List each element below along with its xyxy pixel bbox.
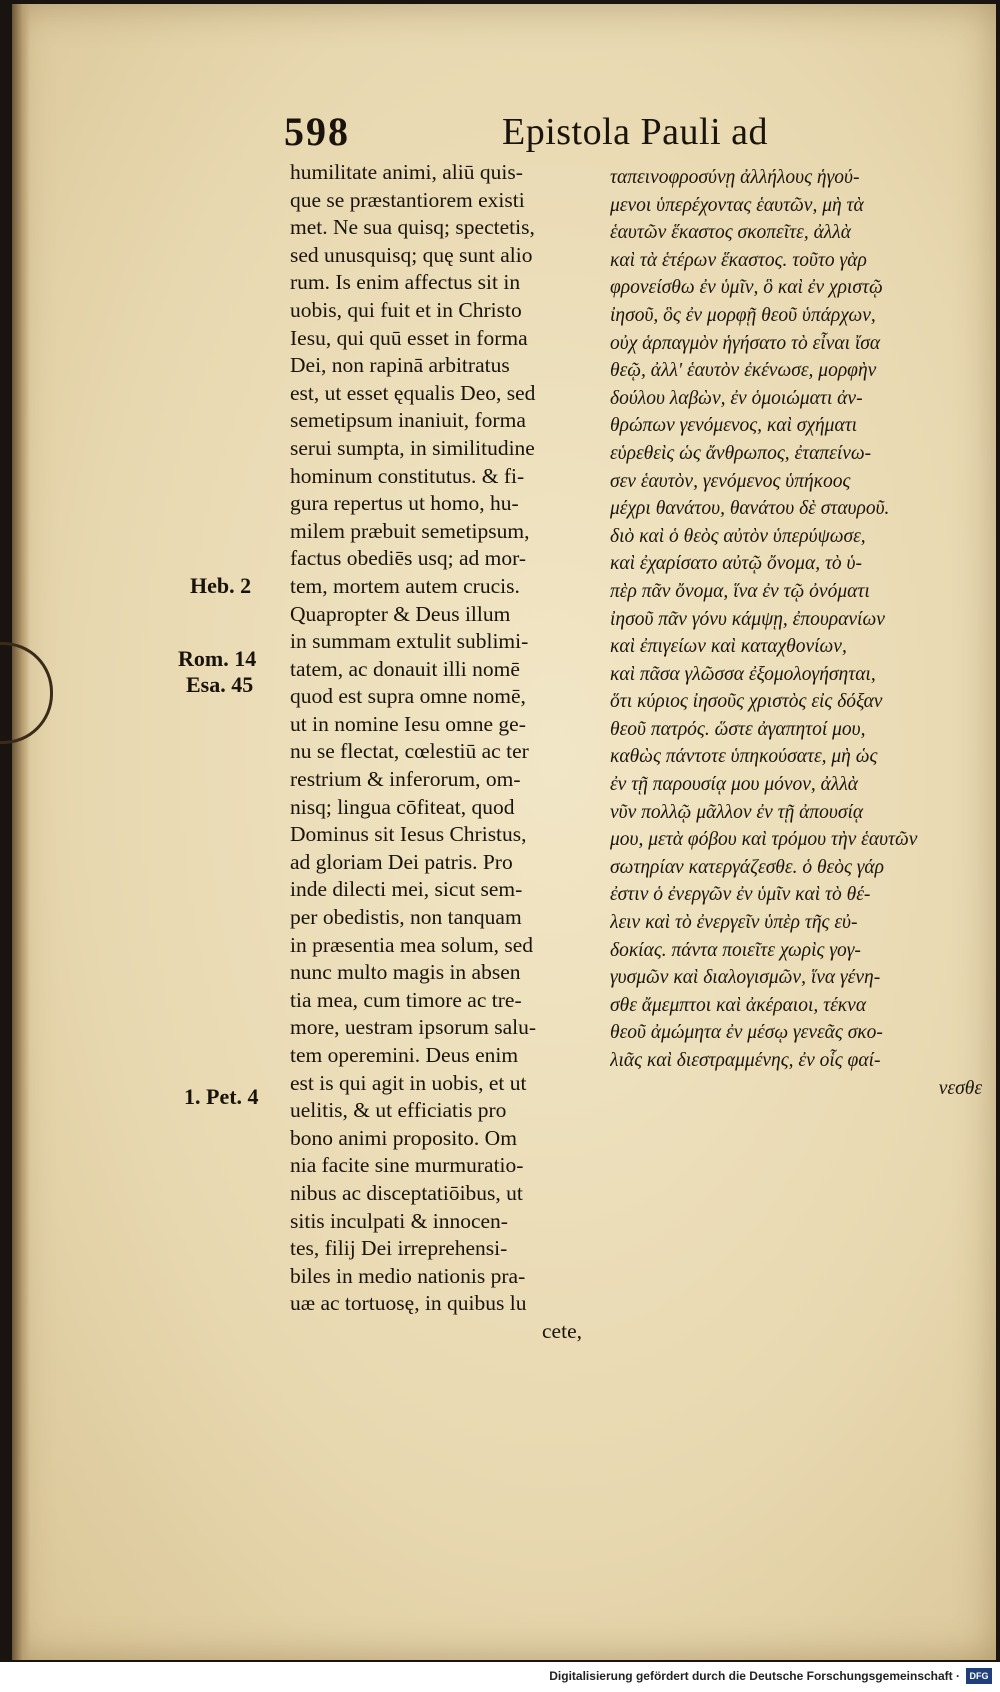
latin-line: milem præbuit semetipsum,	[290, 518, 530, 543]
latin-line: semetipsum inaniuit, forma	[290, 408, 526, 433]
greek-line: ἰησοῦ, ὃς ἐν μορφῇ θεοῦ ὑπάρχων,	[610, 304, 876, 326]
latin-line: biles in medio nationis pra-	[290, 1263, 526, 1288]
latin-line: tem operemini. Deus enim	[290, 1043, 519, 1067]
greek-line: οὐχ ἁρπαγμὸν ἡγήσατο τὸ εἶναι ἴσα	[610, 332, 881, 354]
greek-line: νῦν πολλῷ μᾶλλον ἐν τῇ ἀπουσίᾳ	[610, 801, 864, 823]
greek-line: σθε ἄμεμπτοι καὶ ἀκέραιοι, τέκνα	[610, 994, 867, 1016]
page-number: 598	[284, 109, 350, 154]
latin-line: Dominus sit Iesus Christus,	[290, 822, 527, 847]
greek-line: καὶ πᾶσα γλῶσσα ἐξομολογήσηται,	[610, 663, 876, 685]
latin-line: rum. Is enim affectus sit in	[290, 270, 521, 295]
margin-note-heb: Heb. 2	[190, 573, 252, 598]
greek-line: γυσμῶν καὶ διαλογισμῶν, ἵνα γένη-	[610, 967, 881, 989]
clasp-ring	[0, 642, 53, 744]
latin-line: uæ ac tortuosę, in quibus lu	[290, 1291, 527, 1316]
greek-line: ἐστιν ὁ ἐνεργῶν ἐν ὑμῖν καὶ τὸ θέ-	[610, 884, 871, 906]
latin-line: tia mea, cum timore ac tre-	[290, 987, 522, 1012]
greek-line: καὶ ἐπιγείων καὶ καταχθονίων,	[610, 636, 847, 658]
footer-bar	[0, 1662, 1000, 1692]
latin-line: nunc multo magis in absen	[290, 960, 521, 985]
greek-line: ἰησοῦ πᾶν γόνυ κάμψῃ, ἐπουρανίων	[610, 608, 885, 630]
greek-line: θεοῦ πατρός. ὥστε ἀγαπητοί μου,	[610, 718, 866, 740]
latin-line: Quapropter & Deus illum	[290, 601, 511, 626]
greek-line: θεῷ, ἀλλ' ἑαυτὸν ἐκένωσε, μορφὴν	[610, 360, 877, 382]
greek-line: ὅτι κύριος ἰησοῦς χριστὸς εἰς δόξαν	[610, 691, 883, 713]
latin-line: bono animi proposito. Om	[290, 1125, 517, 1150]
latin-line: est, ut esset ęqualis Deo, sed	[290, 380, 536, 405]
latin-line: met. Ne sua quisq; spectetis,	[290, 215, 535, 240]
greek-line: λιᾶς καὶ διεστραμμένης, ἐν οἷς φαί-	[610, 1050, 881, 1071]
latin-line: tem, mortem autem crucis.	[290, 573, 520, 598]
margin-note-rom: Rom. 14	[178, 646, 257, 671]
latin-line: cete,	[542, 1318, 582, 1343]
greek-line: νεσθε	[938, 1077, 982, 1099]
latin-line: Dei, non rapinā arbitratus	[290, 353, 510, 378]
latin-line: nibus ac disceptatiōibus, ut	[290, 1180, 523, 1205]
greek-line: δούλου λαβὼν, ἐν ὁμοιώματι ἀν-	[610, 387, 863, 409]
latin-line: serui sumpta, in similitudine	[290, 435, 535, 460]
latin-line: ut in nomine Iesu omne ge-	[290, 711, 526, 736]
latin-line: humilitate animi, aliū quis-	[290, 160, 523, 184]
latin-line: in præsentia mea solum, sed	[290, 932, 534, 957]
greek-line: καθὼς πάντοτε ὑπηκούσατε, μὴ ὡς	[610, 746, 878, 768]
latin-line: gura repertus ut homo, hu-	[290, 491, 519, 516]
greek-line: σωτηρίαν κατεργάζεσθε. ὁ θεὸς γάρ	[610, 856, 885, 878]
latin-line: inde dilecti mei, sicut sem-	[290, 877, 523, 902]
greek-line: ἑαυτῶν ἕκαστος σκοπεῖτε, ἀλλὰ	[610, 222, 851, 244]
greek-line: εὑρεθεὶς ὡς ἄνθρωπος, ἐταπείνω-	[610, 442, 872, 464]
book-binding	[12, 4, 30, 1660]
latin-line: Iesu, qui quū esset in forma	[290, 325, 528, 350]
latin-line: factus obediēs usq; ad mor-	[290, 546, 527, 571]
latin-line: ad gloriam Dei patris. Pro	[290, 849, 513, 874]
latin-line: uobis, qui fuit et in Christo	[290, 297, 522, 322]
running-head: Epistola Pauli ad	[502, 111, 769, 153]
latin-line: tatem, ac donauit illi nomē	[290, 656, 520, 681]
greek-line: μέχρι θανάτου, θανάτου δὲ σταυροῦ.	[610, 498, 890, 520]
latin-line: per obedistis, non tanquam	[290, 905, 522, 930]
greek-line: καὶ τὰ ἑτέρων ἕκαστος. τοῦτο γὰρ	[610, 249, 867, 271]
latin-line: est is qui agit in uobis, et ut	[290, 1070, 527, 1095]
greek-line: ἐν τῇ παρουσίᾳ μου μόνον, ἀλλὰ	[610, 774, 859, 796]
greek-line: θεοῦ ἀμώμητα ἐν μέσῳ γενεᾶς σκο-	[610, 1022, 883, 1044]
greek-line: διὸ καὶ ὁ θεὸς αὐτὸν ὑπερύψωσε,	[610, 525, 866, 547]
greek-line: φρονείσθω ἐν ὑμῖν, ὃ καὶ ἐν χριστῷ	[610, 277, 883, 299]
greek-line: σεν ἑαυτὸν, γενόμενος ὑπήκοος	[610, 470, 851, 492]
latin-line: que se præstantiorem existi	[290, 187, 525, 212]
latin-line: nu se flectat, cœlestiū ac ter	[290, 739, 529, 764]
latin-line: nisq; lingua cōfiteat, quod	[290, 794, 515, 819]
latin-line: more, uestram ipsorum salu-	[290, 1015, 537, 1040]
page-header	[12, 102, 996, 162]
greek-line: μου, μετὰ φόβου καὶ τρόμου τὴν ἑαυτῶν	[610, 829, 918, 851]
latin-column	[290, 159, 590, 1346]
funding-credit: Digitalisierung gefördert durch die Deutsche Forschungsgemeinschaft ·	[549, 1669, 960, 1683]
latin-line: sitis inculpati & innocen-	[290, 1208, 508, 1233]
greek-line: λειν καὶ τὸ ἐνεργεῖν ὑπὲρ τῆς εὐ-	[610, 912, 858, 934]
latin-line: restrium & inferorum, om-	[290, 767, 521, 792]
greek-column	[610, 164, 990, 1102]
greek-line: πὲρ πᾶν ὄνομα, ἵνα ἐν τῷ ὀνόματι	[610, 580, 870, 602]
latin-line: tes, filij Dei irreprehensi-	[290, 1236, 508, 1261]
latin-line: nia facite sine murmuratio-	[290, 1153, 524, 1178]
greek-line: θρώπων γενόμενος, καὶ σχήματι	[610, 415, 858, 437]
latin-line: quod est supra omne nomē,	[290, 684, 526, 709]
margin-note-pet: 1. Pet. 4	[184, 1084, 259, 1109]
dfg-logo: DFG	[966, 1668, 992, 1684]
latin-line: in summam extulit sublimi-	[290, 629, 529, 654]
greek-line: μενοι ὑπερέχοντας ἑαυτῶν, μὴ τὰ	[610, 194, 864, 216]
book-page	[12, 4, 996, 1660]
latin-line: sed unusquisq; quę sunt alio	[290, 242, 533, 267]
margin-note-esa: Esa. 45	[186, 672, 254, 697]
greek-line: καὶ ἐχαρίσατο αὐτῷ ὄνομα, τὸ ὑ-	[610, 553, 862, 575]
latin-line: hominum constitutus. & fi-	[290, 463, 525, 488]
latin-line: uelitis, & ut efficiatis pro	[290, 1098, 507, 1123]
greek-line: δοκίας. πάντα ποιεῖτε χωρὶς γογ-	[610, 939, 861, 961]
greek-line: ταπεινοφροσύνῃ ἀλλήλους ἡγού-	[610, 167, 860, 188]
